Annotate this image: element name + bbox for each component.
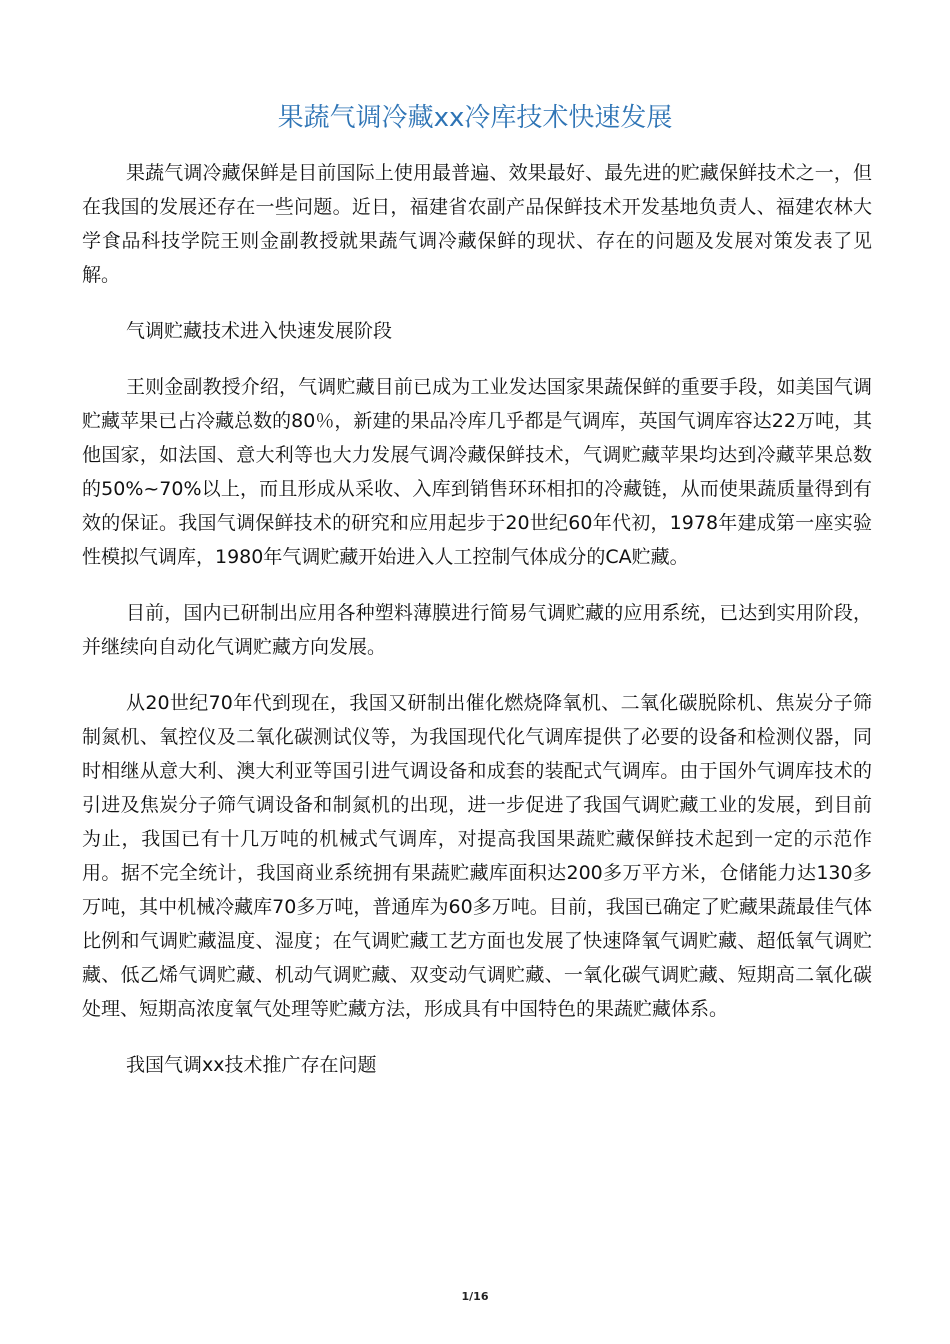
paragraph-international-status: 王则金副教授介绍，气调贮藏目前已成为工业发达国家果蔬保鲜的重要手段，如美国气调贮藏苹果已占冷藏总数的80％，新建的果品冷库几乎都是气调库，英国气调库容达22万吨，其他国家，如法国、意大利等也大力发展气调冷藏保鲜技术，气调贮藏苹果均达到冷藏苹果总数的50%~70%以上，而且形成从采收、入库到销售环环相扣的冷藏链，从而使果蔬质量得到有效的保证。我国气调保鲜技术的研究和应用起步于20世纪60年代初，1978年建成第一座实验性模拟气调库，1980年气调贮藏开始进入人工控制气体成分的CA贮藏。	[82, 376, 872, 568]
document-body	[82, 156, 872, 1104]
page-number: 1/16	[461, 1290, 489, 1303]
section-heading-problems: 我国气调xx技术推广存在问题	[126, 1054, 377, 1076]
paragraph-equipment-development: 从20世纪70年代到现在，我国又研制出催化燃烧降氧机、二氧化碳脱除机、焦炭分子筛制氮机、氧控仪及二氧化碳测试仪等，为我国现代化气调库提供了必要的设备和检测仪器，同时相继从意大利、澳大利亚等国引进气调设备和成套的装配式气调库。由于国外气调库技术的引进及焦炭分子筛气调设备和制氮机的出现，进一步促进了我国气调贮藏工业的发展，到目前为止，我国已有十几万吨的机械式气调库，对提高我国果蔬贮藏保鲜技术起到一定的示范作用。据不完全统计，我国商业系统拥有果蔬贮藏库面积达200多万平方米，仓储能力达130多万吨，其中机械冷藏库70多万吨，普通库为60多万吨。目前，我国已确定了贮藏果蔬最佳气体比例和气调贮藏温度、湿度；在气调贮藏工艺方面也发展了快速降氧气调贮藏、超低氧气调贮藏、低乙烯气调贮藏、机动气调贮藏、双变动气调贮藏、一氧化碳气调贮藏、短期高二氧化碳处理、短期高浓度氧气处理等贮藏方法，形成具有中国特色的果蔬贮藏体系。	[82, 692, 872, 1020]
document-title: 果蔬气调冷藏xx冷库技术快速发展	[277, 103, 673, 133]
paragraph-film-system: 目前，国内已研制出应用各种塑料薄膜进行简易气调贮藏的应用系统，已达到实用阶段，并继续向自动化气调贮藏方向发展。	[82, 602, 872, 658]
paragraph-intro: 果蔬气调冷藏保鲜是目前国际上使用最普遍、效果最好、最先进的贮藏保鲜技术之一，但在我国的发展还存在一些问题。近日，福建省农副产品保鲜技术开发基地负责人、福建农林大学食品科技学院王则金副教授就果蔬气调冷藏保鲜的现状、存在的问题及发展对策发表了见解。	[82, 162, 872, 286]
section-heading-rapid-development: 气调贮藏技术进入快速发展阶段	[126, 320, 393, 342]
